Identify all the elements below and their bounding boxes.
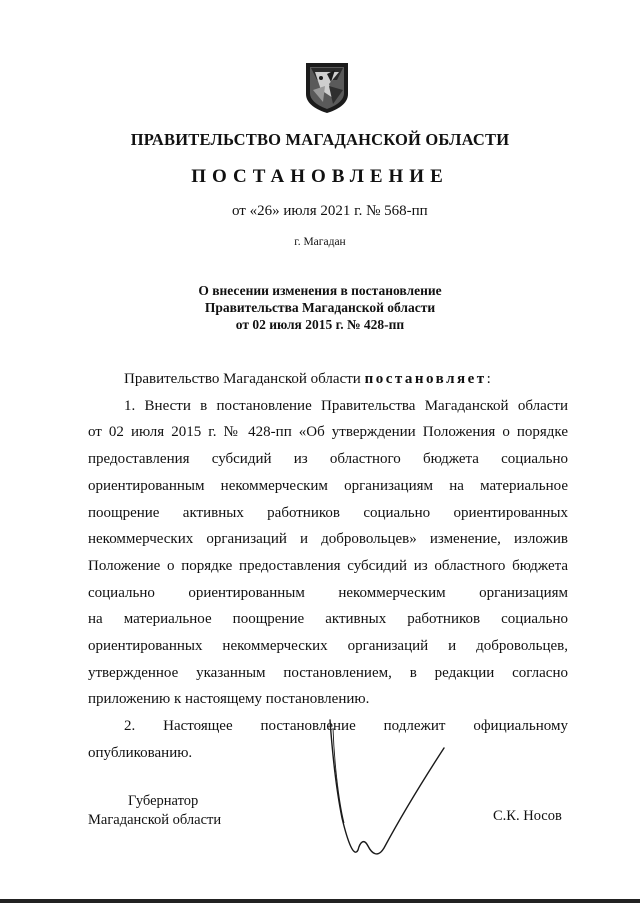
item1-line: утвержденное указанным постановлением, в редакции согласно [88,664,568,681]
item1-line: от 02 июля 2015 г. № 428-пп «Об утверждении Положения о порядке [88,424,568,441]
signatory-title [88,792,221,830]
item1-line: приложению к настоящему постановлению. [88,691,370,708]
item1-line: предоставления субсидий из областного бюджета социально [88,451,568,468]
item1-line: социально ориентированным некоммерческим организациям [88,584,568,601]
document-type-heading: ПОСТАНОВЛЕНИЕ [191,166,449,187]
coat-of-arms-emblem [303,60,351,114]
preamble-colon: : [486,371,491,387]
item1-line: ориентированным некоммерческим организациям на материальное [88,477,568,494]
subject-line: от 02 июля 2015 г. № 428-пп [235,317,405,332]
item2-line: 2. Настоящее постановление подлежит официальному [124,718,568,735]
item2-line: опубликованию. [88,744,193,761]
document-body [88,366,568,767]
document-subject [0,282,640,333]
signatory-name: С.К. Носов [493,808,562,824]
handwritten-signature [320,718,470,868]
signatory-title-line: Магаданской области [88,812,222,828]
item1-line: Положение о порядке предоставления субсидий из областного бюджета [88,557,568,574]
organization-heading: ПРАВИТЕЛЬСТВО МАГАДАНСКОЙ ОБЛАСТИ [130,130,510,149]
date-and-number: от «26» июля 2021 г. № 568-пп [232,203,428,219]
item1-line: 1. Внести в постановление Правительства Магаданской области [124,397,568,414]
preamble-text: Правительство Магаданской области [124,371,365,387]
city-label: г. Магадан [294,236,346,248]
bottom-scan-border [0,899,640,903]
item1-line: на материальное поощрение активных работников социально [88,611,568,628]
preamble-spaced-verb: постановляет [364,371,487,387]
preamble-paragraph [88,366,568,393]
item1-line: некоммерческих организаций и добровольцев» изменение, изложив [88,531,568,548]
subject-line: Правительства Магаданской области [204,300,436,315]
subject-line: О внесении изменения в постановление [198,283,442,298]
signatory-title-line: Губернатор [128,793,199,809]
item1-line: ориентированных некоммерческих организаций и добровольцев, [88,638,568,655]
item1-line: поощрение активных работников социально ориентированных [88,504,568,521]
